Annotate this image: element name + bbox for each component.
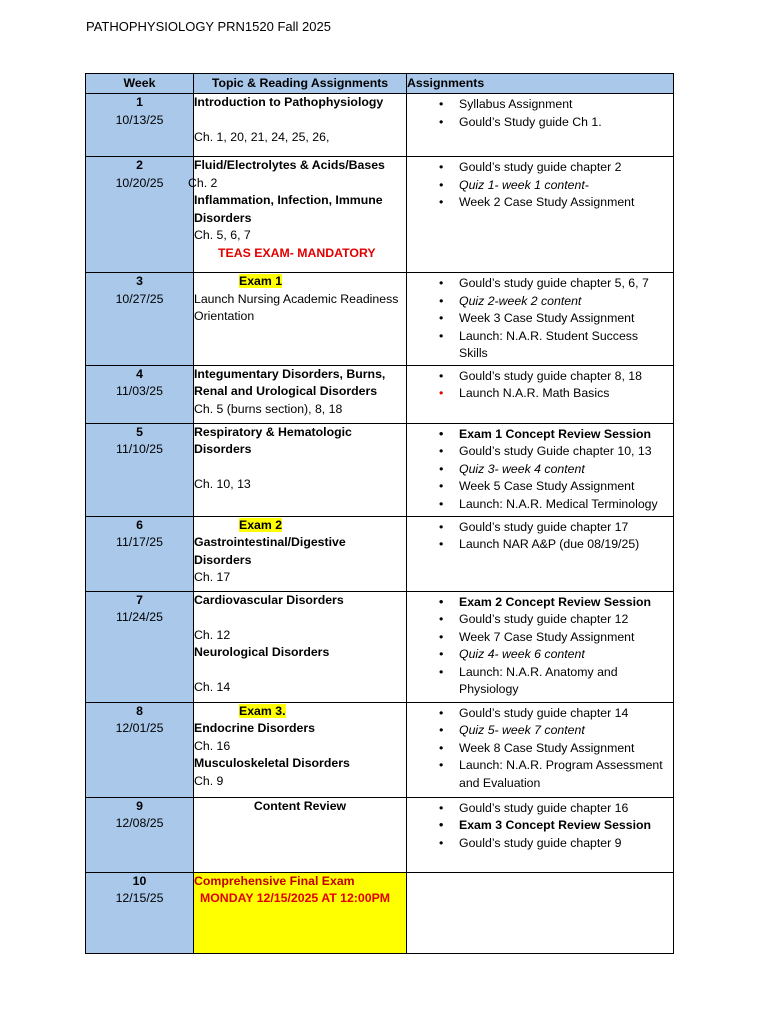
week-cell <box>86 365 194 423</box>
week-number: 10 <box>132 873 147 888</box>
assignment-item: • Launch: N.A.R. Student Success Skills <box>407 328 667 363</box>
assignment-item: • Syllabus Assignment <box>407 96 667 114</box>
topic-line: Gastrointestinal/Digestive Disorders <box>194 535 346 567</box>
assignment-item: • Gould’s study guide chapter 2 <box>407 159 667 177</box>
topic-line: Integumentary Disorders, Burns, Renal and Urological Disorders <box>194 366 386 398</box>
final-exam-datetime: MONDAY 12/15/2025 AT 12:00PM <box>200 891 391 905</box>
assignment-item: • Launch: N.A.R. Program Assessment and Evaluation <box>407 757 667 792</box>
week-number: 7 <box>136 592 143 607</box>
week-cell <box>86 423 194 516</box>
table-header-row <box>86 74 674 94</box>
week-date: 12/08/25 <box>115 816 164 830</box>
final-exam-title: Comprehensive Final Exam <box>194 873 355 888</box>
week-date: 12/01/25 <box>115 721 164 735</box>
assignment-item: • Launch NAR A&P (due 08/19/25) <box>407 536 667 554</box>
topic-line: Ch. 5, 6, 7 <box>194 228 251 242</box>
week-date: 11/17/25 <box>116 535 163 549</box>
table-row <box>86 423 674 516</box>
assignments-cell <box>407 872 674 953</box>
table-row <box>86 702 674 797</box>
assignment-item: • Quiz 2-week 2 content <box>407 293 667 311</box>
assignment-item: • Gould’s study guide chapter 16 <box>407 800 667 818</box>
exam-label: Exam 2 <box>239 517 283 532</box>
week-date: 10/27/25 <box>115 291 164 306</box>
assignment-item: • Week 5 Case Study Assignment <box>407 478 667 496</box>
week-cell <box>86 797 194 872</box>
assignments-cell <box>407 423 674 516</box>
table-row <box>86 365 674 423</box>
topic-cell <box>194 591 407 702</box>
page-header: PATHOPHYSIOLOGY PRN1520 Fall 2025 <box>86 19 331 34</box>
assignment-item: • Gould’s study guide chapter 9 <box>407 835 667 853</box>
topic-line: Inflammation, Infection, Immune Disorders <box>194 193 383 225</box>
week-cell <box>86 516 194 591</box>
assignments-cell <box>407 516 674 591</box>
week-date: 11/10/25 <box>116 442 163 456</box>
table-row <box>86 591 674 702</box>
topic-line: Ch. 1, 20, 21, 24, 25, 26, <box>194 130 330 144</box>
schedule-table <box>85 73 674 954</box>
topic-line: Launch Nursing Academic Readiness Orientation <box>194 291 399 323</box>
topic-cell <box>194 94 407 157</box>
assignments-cell <box>407 157 674 273</box>
week-number: 2 <box>136 158 143 172</box>
topic-cell <box>194 273 407 366</box>
assignment-item: • Exam 2 Concept Review Session <box>407 594 667 612</box>
table-row <box>86 797 674 872</box>
assignment-item: • Gould’s study Guide chapter 10, 13 <box>407 443 667 461</box>
assignment-item: • Week 7 Case Study Assignment <box>407 629 667 647</box>
week-date: 11/03/25 <box>116 384 163 398</box>
week-cell <box>86 591 194 702</box>
week-number: 8 <box>136 703 143 718</box>
week-cell <box>86 872 194 953</box>
week-cell <box>86 94 194 157</box>
topic-line: Ch. 16 <box>194 738 231 753</box>
assignment-item: • Week 8 Case Study Assignment <box>407 740 667 758</box>
topic-cell <box>188 157 407 273</box>
assignment-item: • Launch: N.A.R. Anatomy and Physiology <box>407 664 667 699</box>
week-cell <box>86 157 194 273</box>
week-date: 12/15/25 <box>115 891 164 905</box>
column-header-assignments: Assignments <box>407 74 674 94</box>
assignment-item: • Launch: N.A.R. Medical Terminology <box>407 496 667 514</box>
week-date: 10/13/25 <box>115 112 164 127</box>
topic-line: Introduction to Pathophysiology <box>194 95 384 109</box>
assignment-item: • Gould’s study guide chapter 8, 18 <box>407 368 667 386</box>
topic-line: Ch. 9 <box>194 773 224 788</box>
week-number: 4 <box>136 366 143 381</box>
table-row <box>86 273 674 366</box>
assignments-cell <box>407 591 674 702</box>
week-number: 6 <box>136 517 143 532</box>
column-header-week: Week <box>86 74 194 94</box>
assignment-item: • Week 3 Case Study Assignment <box>407 310 667 328</box>
week-number: 9 <box>136 798 143 813</box>
topic-line: Ch. 17 <box>194 570 231 584</box>
table-row <box>86 157 674 273</box>
topic-line: Content Review <box>253 798 347 813</box>
topic-line: Ch. 12 <box>194 627 231 642</box>
table-row <box>86 872 674 953</box>
assignment-item: • Quiz 4- week 6 content <box>407 646 667 664</box>
topic-line: Musculoskeletal Disorders <box>194 756 350 770</box>
assignments-cell <box>407 273 674 366</box>
week-number: 1 <box>136 95 143 109</box>
topic-line: Ch. 2 <box>188 175 218 190</box>
assignments-cell <box>407 702 674 797</box>
topic-line: Ch. 10, 13 <box>194 477 251 491</box>
week-cell <box>86 702 194 797</box>
assignment-item: • Gould’s study guide chapter 12 <box>407 611 667 629</box>
assignment-item: • Gould’s study guide chapter 14 <box>407 705 667 723</box>
assignments-cell <box>407 797 674 872</box>
column-header-topic: Topic & Reading Assignments <box>194 74 407 94</box>
topic-cell <box>194 365 407 423</box>
week-cell <box>86 273 194 366</box>
topic-cell <box>194 797 407 872</box>
assignments-cell <box>407 94 674 157</box>
topic-line: Ch. 14 <box>194 680 231 694</box>
week-number: 5 <box>136 424 143 439</box>
exam-label: Exam 1 <box>239 274 283 288</box>
week-date: 10/20/25 <box>115 175 164 190</box>
assignment-item: • Gould’s study guide chapter 5, 6, 7 <box>407 275 667 293</box>
assignments-cell <box>407 365 674 423</box>
assignment-item: • Gould’s study guide chapter 17 <box>407 519 667 537</box>
teas-exam-notice: TEAS EXAM- MANDATORY <box>218 245 376 260</box>
topic-line: Fluid/Electrolytes & Acids/Bases <box>194 158 385 172</box>
topic-line: Ch. 5 (burns section), 8, 18 <box>194 401 343 416</box>
topic-line: Neurological Disorders <box>194 645 330 659</box>
assignment-item: • Exam 1 Concept Review Session <box>407 426 667 444</box>
table-row <box>86 94 674 157</box>
topic-line: Endocrine Disorders <box>194 721 315 735</box>
assignment-item: • Exam 3 Concept Review Session <box>407 817 667 835</box>
week-date: 11/24/25 <box>116 610 163 624</box>
topic-cell <box>194 702 407 797</box>
exam-label: Exam 3. <box>239 703 286 718</box>
topic-line: Cardiovascular Disorders <box>194 592 344 607</box>
week-number: 3 <box>136 274 143 288</box>
assignment-item: • Quiz 5- week 7 content <box>407 722 667 740</box>
topic-cell <box>194 423 407 516</box>
assignment-item: • Quiz 3- week 4 content <box>407 461 667 479</box>
topic-line: Respiratory & Hematologic Disorders <box>194 424 352 456</box>
assignment-item: • Quiz 1- week 1 content- <box>407 177 667 195</box>
final-exam-cell <box>194 872 407 953</box>
assignment-item: • Launch N.A.R. Math Basics <box>407 385 667 403</box>
assignment-item: • Gould’s Study guide Ch 1. <box>407 114 667 132</box>
topic-cell <box>194 516 407 591</box>
assignment-item: • Week 2 Case Study Assignment <box>407 194 667 212</box>
table-row <box>86 516 674 591</box>
